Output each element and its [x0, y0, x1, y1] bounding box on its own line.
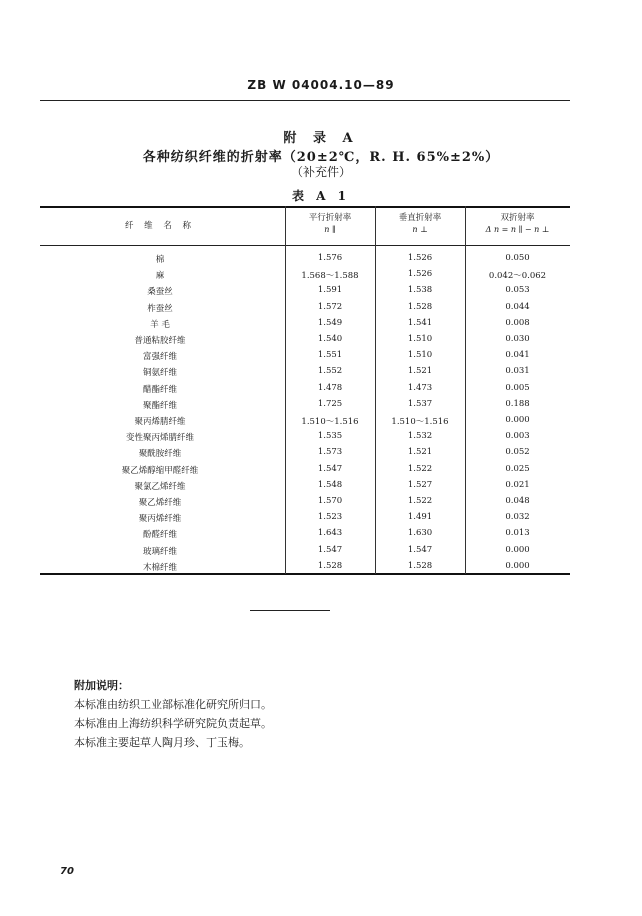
cell-vertical: 1.510 [407, 350, 433, 361]
cell-name: 富强纤维 [142, 352, 177, 363]
table-title: 表 A 1 [291, 189, 351, 203]
cell-vertical: 1.528 [407, 560, 433, 571]
cell-vertical: 1.510～1.516 [391, 417, 449, 427]
cell-vertical: 1.630 [407, 528, 433, 539]
cell-parallel: 1.549 [317, 317, 343, 328]
cell-name: 聚丙烯腈纤维 [134, 417, 186, 427]
cell-parallel: 1.568～1.588 [301, 271, 359, 282]
header-parallel-label: 平行折射率 [308, 213, 352, 223]
cell-name: 聚酰胺纤维 [138, 449, 182, 460]
cell-vertical: 1.541 [407, 317, 433, 328]
cell-parallel: 1.535 [317, 431, 343, 442]
cell-name: 聚酯纤维 [142, 400, 177, 411]
cell-name: 普通粘胶纤维 [134, 336, 186, 346]
cell-vertical: 1.522 [407, 496, 433, 506]
appendix-type: （补充件） [290, 165, 351, 179]
cell-birefringence: 0.031 [505, 366, 530, 377]
cell-birefringence: 0.053 [505, 285, 530, 296]
cell-parallel: 1.510～1.516 [301, 417, 359, 427]
cell-birefringence: 0.044 [505, 301, 530, 312]
cell-vertical: 1.527 [407, 479, 433, 490]
cell-parallel: 1.548 [317, 479, 343, 490]
cell-name: 聚氯乙烯纤维 [134, 481, 186, 492]
cell-birefringence: 0.000 [505, 415, 530, 425]
cell-vertical: 1.526 [407, 253, 433, 263]
end-rule [250, 610, 330, 611]
cell-name: 棉 [155, 255, 165, 265]
cell-parallel: 1.528 [317, 560, 343, 571]
cell-birefringence: 0.008 [505, 317, 530, 328]
cell-vertical: 1.547 [407, 544, 433, 555]
header-parallel [285, 212, 375, 236]
cell-vertical: 1.538 [407, 285, 433, 296]
notes-line: 本标准由上海纺织科学研究院负责起草。 [74, 717, 272, 730]
cell-birefringence: 0.003 [505, 431, 530, 442]
cell-name: 桑蚕丝 [147, 287, 173, 298]
cell-parallel: 1.552 [317, 366, 343, 377]
cell-birefringence: 0.050 [505, 253, 530, 263]
appendix-title: 各种纺织纤维的折射率（20±2℃，R. H. 65%±2%） [142, 150, 500, 165]
cell-name: 酚醛纤维 [142, 530, 177, 541]
cell-birefringence: 0.021 [505, 479, 530, 490]
cell-name: 聚丙烯纤维 [138, 514, 182, 525]
cell-vertical: 1.522 [407, 463, 433, 474]
cell-parallel: 1.547 [317, 463, 343, 474]
page-number: 70 [60, 866, 74, 877]
cell-parallel: 1.523 [317, 512, 343, 523]
cell-birefringence: 0.042～0.062 [488, 271, 547, 282]
cell-parallel: 1.551 [317, 350, 343, 361]
cell-name: 聚乙烯醇缩甲醛纤维 [121, 465, 199, 476]
header-rule [40, 100, 570, 101]
table-top-rule [40, 206, 570, 208]
cell-name: 变性聚丙烯腈纤维 [125, 433, 194, 444]
cell-parallel: 1.570 [317, 496, 343, 506]
cell-parallel: 1.643 [317, 528, 343, 539]
cell-name: 铜氨纤维 [142, 368, 177, 379]
cell-birefringence: 0.000 [505, 560, 530, 571]
cell-vertical: 1.532 [407, 431, 433, 442]
cell-vertical: 1.537 [407, 398, 433, 409]
table-header-rule [40, 245, 570, 246]
cell-vertical: 1.521 [407, 447, 433, 458]
cell-birefringence: 0.052 [505, 447, 530, 458]
cell-birefringence: 0.013 [505, 528, 530, 539]
cell-parallel: 1.576 [317, 253, 343, 263]
standard-code: ZB W 04004.10—89 [247, 78, 395, 92]
cell-parallel: 1.478 [317, 382, 343, 393]
cell-vertical: 1.526 [407, 269, 433, 280]
cell-parallel: 1.591 [317, 285, 343, 296]
cell-birefringence: 0.000 [505, 544, 530, 555]
header-birefringence [465, 212, 570, 236]
cell-birefringence: 0.032 [505, 512, 530, 523]
cell-vertical: 1.473 [407, 382, 433, 393]
notes-line: 本标准由纺织工业部标准化研究所归口。 [74, 698, 272, 711]
cell-parallel: 1.547 [317, 544, 343, 555]
cell-parallel: 1.725 [317, 398, 343, 409]
refractive-index-table [40, 206, 570, 576]
cell-name: 聚乙烯纤维 [138, 498, 182, 508]
cell-name: 玻璃纤维 [142, 546, 177, 557]
header-vertical-symbol: n ⊥ [412, 225, 428, 234]
header-fiber-name: 纤 维 名 称 [124, 221, 196, 231]
cell-birefringence: 0.048 [505, 496, 530, 506]
cell-name: 麻 [155, 271, 165, 282]
notes-title: 附加说明： [74, 679, 129, 692]
cell-birefringence: 0.041 [505, 350, 530, 361]
header-birefringence-formula: Δ n = n ∥ − n ⊥ [485, 225, 550, 234]
notes-line: 本标准主要起草人陶月珍、丁玉梅。 [74, 736, 250, 749]
cell-birefringence: 0.005 [505, 382, 530, 393]
cell-vertical: 1.491 [407, 512, 433, 523]
cell-vertical: 1.510 [407, 334, 433, 344]
cell-birefringence: 0.025 [505, 463, 530, 474]
header-parallel-symbol: n ∥ [324, 225, 336, 234]
cell-birefringence: 0.188 [505, 398, 530, 409]
cell-parallel: 1.572 [317, 301, 343, 312]
cell-name: 醋酯纤维 [142, 384, 177, 395]
cell-name: 羊 毛 [150, 319, 170, 330]
cell-parallel: 1.573 [317, 447, 343, 458]
cell-parallel: 1.540 [317, 334, 343, 344]
header-vertical-label: 垂直折射率 [398, 213, 442, 223]
cell-name: 木棉纤维 [142, 562, 177, 573]
table-bottom-rule [40, 573, 570, 575]
additional-notes [74, 676, 272, 752]
header-birefringence-label: 双折射率 [500, 213, 535, 223]
cell-vertical: 1.528 [407, 301, 433, 312]
header-vertical [375, 212, 465, 236]
appendix-label: 附 录 A [283, 131, 359, 146]
cell-birefringence: 0.030 [505, 334, 530, 344]
cell-vertical: 1.521 [407, 366, 433, 377]
cell-name: 柞蚕丝 [147, 303, 173, 314]
